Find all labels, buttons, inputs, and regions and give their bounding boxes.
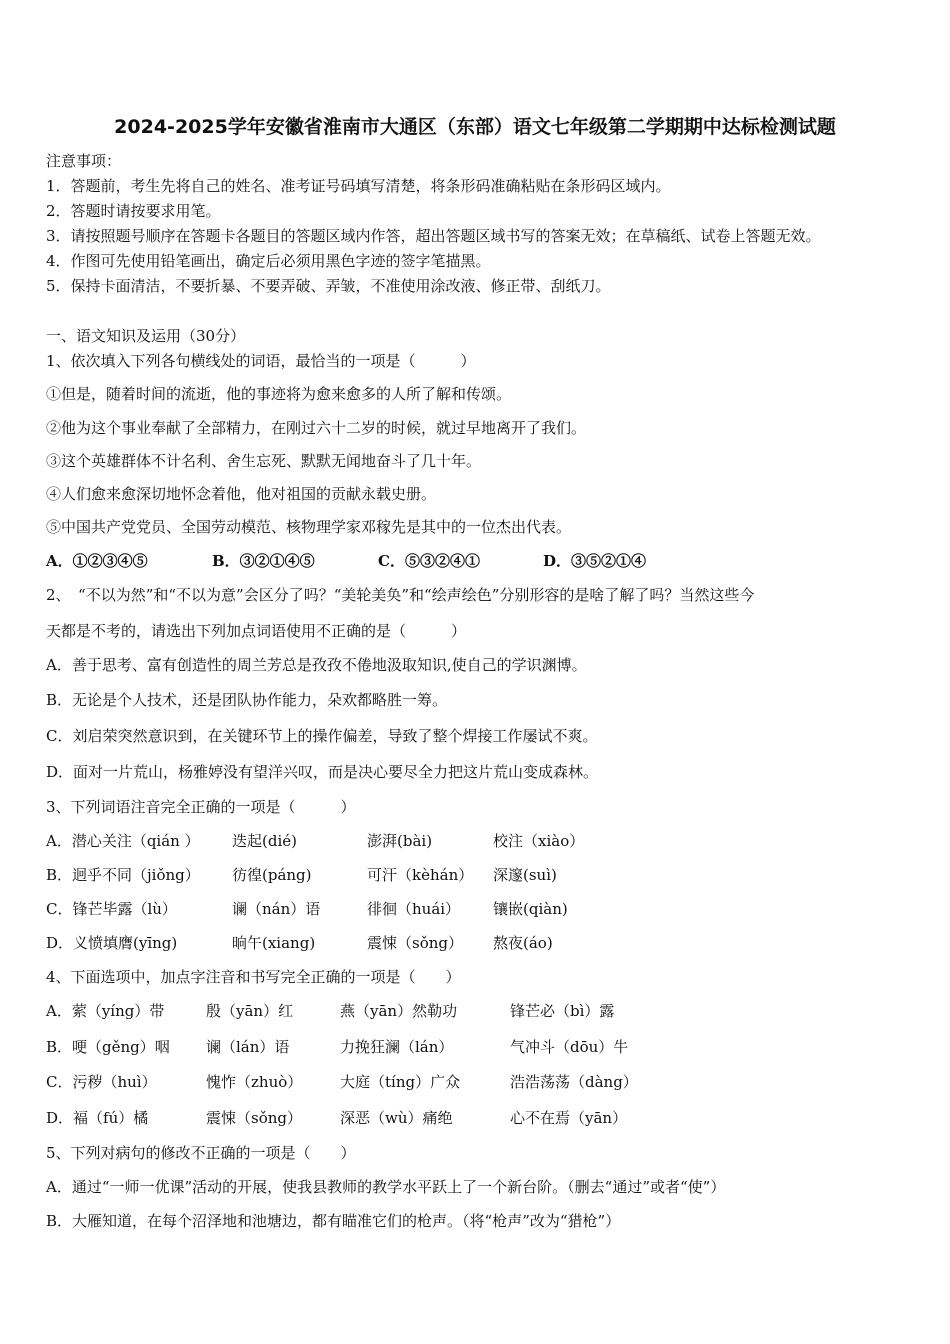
notice-heading: 注意事项：	[46, 152, 122, 170]
q3-cell: 镶嵌(qiàn)	[493, 900, 568, 918]
q3-cell: 澎湃(bài)	[367, 832, 433, 850]
q4-cell: 力挽狂澜（lán）	[340, 1038, 454, 1056]
q3-cell: 晌午(xiang)	[232, 934, 316, 952]
q3-cell: B．迥乎不同（jiǒng）	[46, 866, 200, 884]
q3-cell: A．潜心关注（qián ）	[46, 832, 200, 850]
q3-cell: 谰（nán）语	[232, 900, 321, 918]
q3-cell: C．锋芒毕露（lù）	[46, 900, 177, 918]
q4-cell: 震悚（sǒng）	[206, 1109, 302, 1127]
q4-cell: 锋芒必（bì）露	[510, 1002, 615, 1020]
notice-item: 1．答题前，考生先将自己的姓名、准考证号码填写清楚，将条形码准确粘贴在条形码区域内。	[46, 177, 671, 195]
q4-cell: B．哽（gěng）咽	[46, 1038, 170, 1056]
notice-item: 5．保持卡面清洁，不要折暴、不要弄破、弄皱，不准使用涂改液、修正带、刮纸刀。	[46, 277, 611, 295]
q4-cell: C．污秽（huì）	[46, 1073, 157, 1091]
notice-item: 3．请按照题号顺序在答题卡各题目的答题区域内作答，超出答题区域书写的答案无效；在草稿纸、试卷上答题无效。	[46, 227, 821, 245]
q1-option-d: D．③⑤②①④	[543, 552, 647, 570]
q1-sentence: ⑤中国共产党党员、全国劳动模范、核物理学家邓稼先是其中的一位杰出代表。	[46, 518, 572, 536]
section-heading: 一、语文知识及运用（30分）	[46, 327, 246, 345]
q3-cell: 彷徨(páng)	[232, 866, 312, 884]
q1-sentence: ④人们愈来愈深切地怀念着他，他对祖国的贡献永载史册。	[46, 485, 437, 503]
q2-stem: 2、 “不以为然”和“不以为意”会区分了吗？“美轮美奂”和“绘声绘色”分别形容的是啥了解了吗？当然这些今	[46, 586, 755, 604]
q4-cell: 燕（yān）然勒功	[340, 1002, 458, 1020]
q3-cell: 熬夜(áo)	[493, 934, 553, 952]
q2-option-d: D．面对一片荒山，杨雅婷没有望洋兴叹，而是决心要尽全力把这片荒山变成森林。	[46, 763, 599, 781]
q1-stem: 1、依次填入下列各句横线处的词语，最恰当的一项是（ ）	[46, 352, 476, 370]
q4-cell: 浩浩荡荡（dàng）	[510, 1073, 638, 1091]
q3-cell: 深邃(suì)	[493, 866, 557, 884]
q4-cell: 谰（lán）语	[206, 1038, 290, 1056]
q1-option-b: B．③②①④⑤	[212, 552, 315, 570]
notice-item: 4．作图可先使用铅笔画出，确定后必须用黑色字迹的签字笔描黑。	[46, 252, 491, 270]
q4-stem: 4、下面选项中，加点字注音和书写完全正确的一项是（ ）	[46, 968, 461, 986]
q5-option-a: A．通过“一师一优课”活动的开展，使我县教师的教学水平跃上了一个新台阶。（删去“通过”或者“使”）	[46, 1178, 726, 1196]
q5-option-b: B．大雁知道，在每个沼泽地和池塘边，都有瞄准它们的枪声。（将“枪声”改为“猎枪”）	[46, 1212, 621, 1230]
q3-cell: 校注（xiào）	[493, 832, 585, 850]
q1-sentence: ③这个英雄群体不计名利、舍生忘死、默默无闻地奋斗了几十年。	[46, 452, 482, 470]
page-title: 2024-2025学年安徽省淮南市大通区（东部）语文七年级第二学期期中达标检测试题	[114, 116, 836, 138]
notice-item: 2．答题时请按要求用笔。	[46, 202, 221, 220]
q4-cell: 愧怍（zhuò）	[206, 1073, 303, 1091]
q1-option-c: C．⑤③②④①	[378, 552, 480, 570]
q3-cell: 徘徊（huái）	[367, 900, 461, 918]
q4-cell: A．萦（yíng）带	[46, 1002, 165, 1020]
q1-sentence: ①但是，随着时间的流逝，他的事迹将为愈来愈多的人所了解和传颂。	[46, 385, 512, 403]
q4-cell: 心不在焉（yān）	[510, 1109, 628, 1127]
q4-cell: 深恶（wù）痛绝	[340, 1109, 453, 1127]
q3-cell: 迭起(dié)	[232, 832, 297, 850]
q3-cell: 震悚（sǒng）	[367, 934, 463, 952]
q1-option-a: A．①②③④⑤	[46, 552, 148, 570]
q4-cell: D．褔（fú）橘	[46, 1109, 149, 1127]
q2-option-a: A．善于思考、富有创造性的周兰芳总是孜孜不倦地汲取知识,使自己的学识渊博。	[46, 656, 587, 674]
q5-stem: 5、下列对病句的修改不正确的一项是（ ）	[46, 1144, 356, 1162]
q2-option-b: B．无论是个人技术，还是团队协作能力，朵欢都略胜一筹。	[46, 691, 448, 709]
q1-sentence: ②他为这个事业奉献了全部精力，在刚过六十二岁的时候，就过早地离开了我们。	[46, 419, 587, 437]
q3-cell: 可汗（kèhán）	[367, 866, 474, 884]
q2-stem: 天都是不考的，请选出下列加点词语使用不正确的是（ ）	[46, 622, 467, 640]
q4-cell: 大庭（tíng）广众	[340, 1073, 461, 1091]
q2-option-c: C．刘启荣突然意识到，在关键环节上的操作偏差，导致了整个焊接工作屡试不爽。	[46, 727, 598, 745]
q3-stem: 3、下列词语注音完全正确的一项是（ ）	[46, 798, 356, 816]
q4-cell: 殷（yān）红	[206, 1002, 294, 1020]
q4-cell: 气冲斗（dōu）牛	[510, 1038, 629, 1056]
q3-cell: D．义愤填膺(yīng)	[46, 934, 178, 952]
